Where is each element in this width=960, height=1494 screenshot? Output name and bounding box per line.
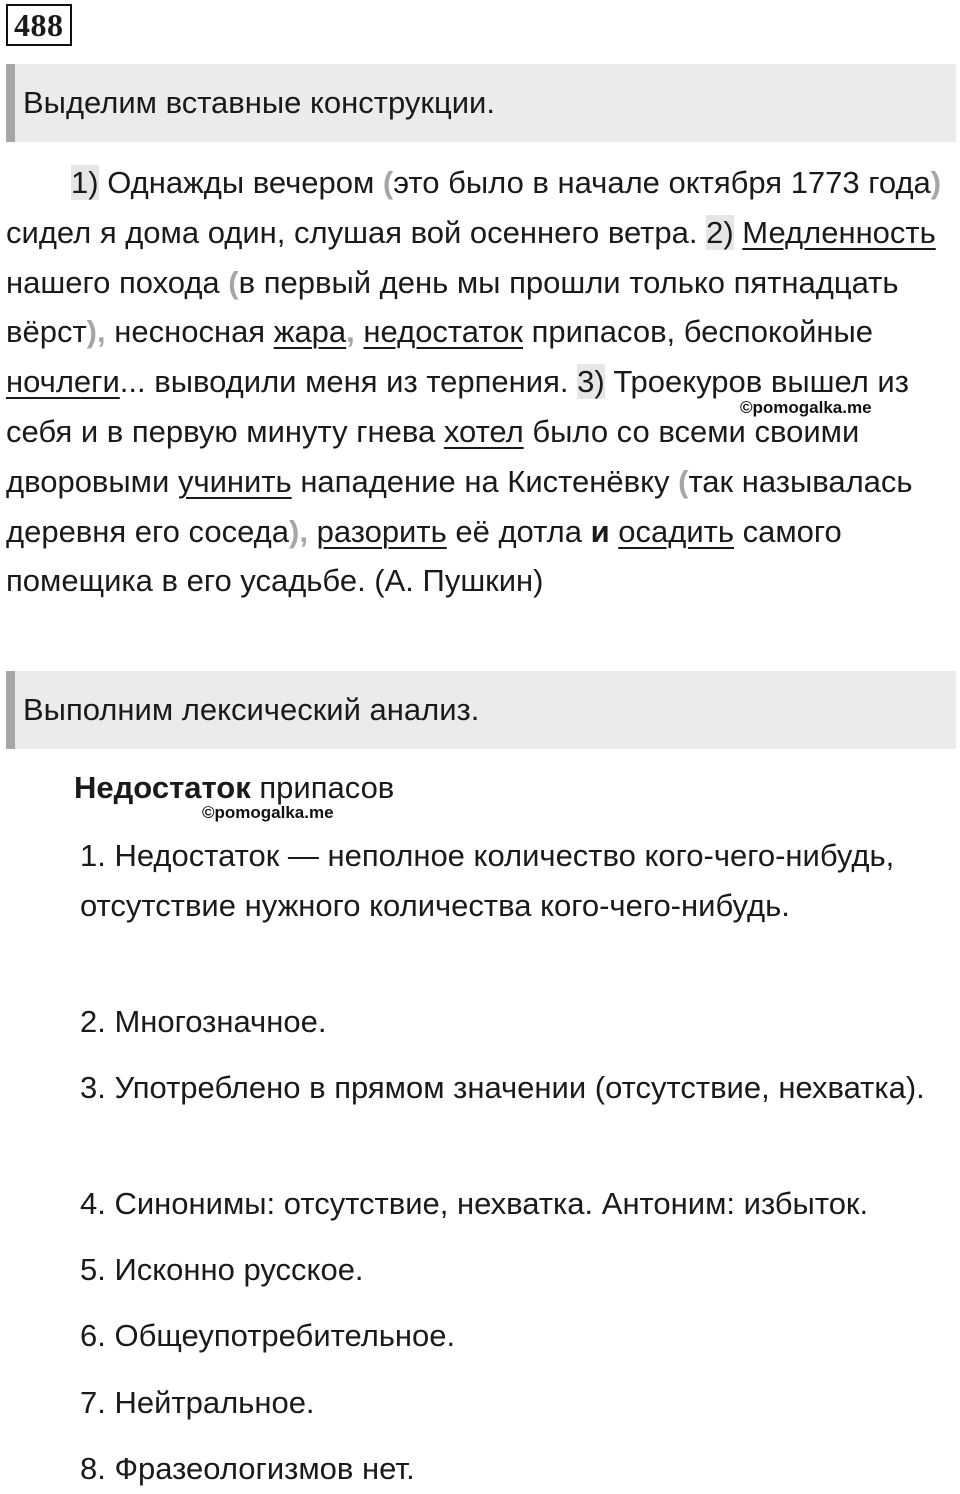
text-run: сидел я дома один, слушая вой осеннего ветра. [6, 214, 707, 250]
bracket: ) [930, 165, 942, 200]
exercise-number: 488 [6, 4, 72, 46]
text-run: нападение на Кистенёвку [291, 463, 679, 499]
analysis-item: 2. Многозначное. [80, 1004, 327, 1039]
bracket: ( [678, 463, 689, 499]
text-run: несносная [105, 314, 274, 350]
bracket: ) [289, 513, 300, 549]
text-run [610, 514, 619, 549]
insertion-text: это было в начале октября 1773 года [393, 165, 931, 200]
analyzed-word-rest: припасов [250, 770, 395, 805]
insertion-text: в первый день мы прошли только пятнадцать вёрст [6, 264, 899, 350]
text-run: её дотла [446, 513, 591, 549]
underlined-word: учинить [177, 463, 292, 499]
analysis-item: 7. Нейтральное. [80, 1385, 315, 1420]
text-run [734, 215, 743, 250]
text-run: самого помещика в его усадьбе. (А. Пушкин) [6, 513, 842, 599]
sentence-marker: 1) [71, 165, 99, 200]
analysis-item: 5. Исконно русское. [80, 1252, 364, 1287]
underlined-word: Медленность [742, 214, 936, 250]
text-run: припасов, беспокойные [523, 314, 874, 350]
text-run: Однажды вечером [98, 165, 383, 200]
watermark: ©pomogalka.me [202, 803, 334, 822]
sentence-marker: 2) [706, 214, 734, 250]
section-heading-insertions [6, 64, 956, 142]
analyzed-word-bold: Недостаток [74, 770, 251, 805]
bracket: ( [382, 165, 394, 200]
text-run: было со всеми своими дворовыми [6, 413, 860, 499]
section-heading-text: Выделим вставные конструкции. [23, 85, 495, 120]
underlined-word: осадить [618, 513, 734, 549]
text-run: Троекуров вышел из себя и в первую минуту гнева [6, 364, 909, 449]
underlined-word: хотел [443, 413, 524, 449]
analysis-item: 8. Фразеологизмов нет. [80, 1451, 415, 1486]
comma-mark: , [299, 513, 308, 549]
bracket: ( [228, 264, 239, 300]
text-run: ... выводили меня из терпения. [119, 364, 578, 400]
text-run [308, 514, 317, 549]
section-heading-text: Выполним лексический анализ. [23, 692, 480, 727]
insertion-text: так называлась деревня его соседа [6, 463, 913, 549]
section-heading-lexical [6, 671, 956, 749]
comma-mark: , [96, 314, 106, 350]
bold-conjunction: и [590, 513, 610, 549]
analysis-item: 3. Употреблено в прямом значении (отсутствие, нехватка). [80, 1070, 925, 1105]
analysis-item: 4. Синонимы: отсутствие, нехватка. Антоним: избыток. [80, 1186, 869, 1221]
underlined-word: ночлеги [6, 364, 120, 400]
watermark: ©pomogalka.me [740, 398, 872, 417]
comma-mark: , [346, 314, 355, 350]
passage-text [6, 158, 946, 606]
underlined-word: жара [273, 314, 347, 350]
sentence-marker: 3) [577, 364, 605, 400]
bracket: ) [86, 314, 97, 350]
underlined-word: недостаток [363, 314, 523, 350]
text-run: нашего похода [6, 264, 229, 300]
analysis-item: 1. Недостаток — неполное количество кого-чего-нибудь, отсутствие нужного количества кого-чего-нибудь. [80, 838, 895, 923]
underlined-word: разорить [316, 513, 447, 549]
analysis-item: 6. Общеупотребительное. [80, 1318, 456, 1353]
